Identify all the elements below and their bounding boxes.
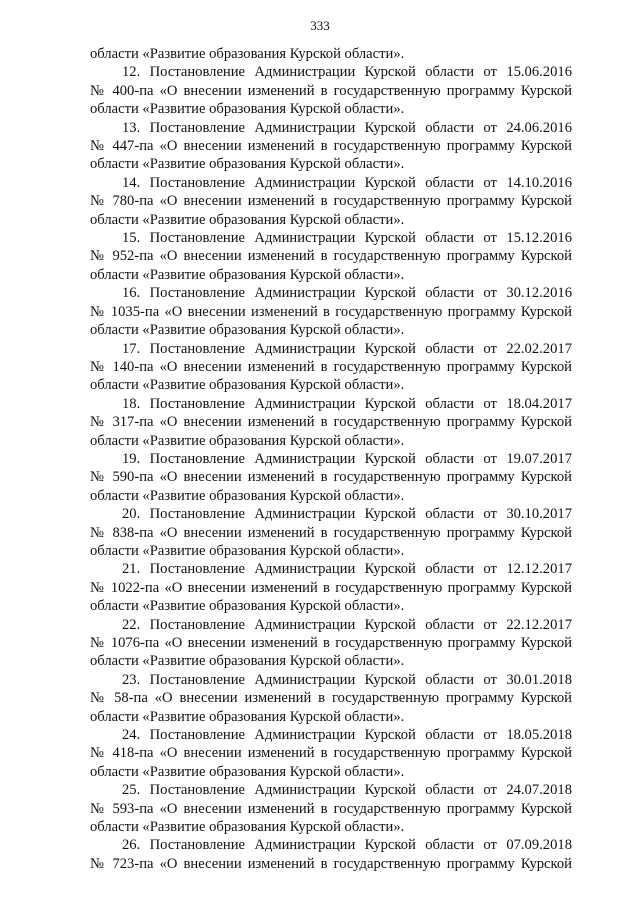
list-item-mid: № 447-па «О внесении изменений в государственную программу Курской (90, 138, 572, 155)
list-item-19 (90, 450, 572, 505)
list-item-mid: № 723-па «О внесении изменений в государственную программу Курской (90, 855, 572, 872)
list-item-16 (90, 284, 572, 339)
list-item-13 (90, 119, 572, 174)
list-item-21 (90, 560, 572, 615)
list-item-12 (90, 63, 572, 118)
list-item-tail: области «Развитие образования Курской области». (90, 542, 405, 559)
page-number: 333 (310, 18, 330, 33)
list-item-15 (90, 229, 572, 284)
list-item-mid: № 140-па «О внесении изменений в государственную программу Курской (90, 358, 572, 375)
list-item-mid: № 952-па «О внесении изменений в государственную программу Курской (90, 248, 572, 265)
list-item-tail: области «Развитие образования Курской области». (90, 322, 405, 339)
list-item-mid: № 58-па «О внесении изменений в государственную программу Курской (90, 690, 572, 707)
list-item-head: 22. Постановление Администрации Курской области от 22.12.2017 (122, 616, 572, 633)
list-item-mid: № 1035-па «О внесении изменений в государственную программу Курской (90, 303, 572, 320)
list-item-mid: № 593-па «О внесении изменений в государственную программу Курской (90, 800, 572, 817)
list-item-tail: области «Развитие образования Курской области». (90, 819, 405, 836)
continuation-line: области «Развитие образования Курской области». (90, 46, 405, 62)
list-item-20 (90, 505, 572, 560)
list-item-tail: области «Развитие образования Курской области». (90, 653, 405, 670)
document-body (90, 45, 572, 873)
list-item-17 (90, 340, 572, 395)
list-item-tail: области «Развитие образования Курской области». (90, 266, 405, 283)
list-item-mid: № 780-па «О внесении изменений в государственную программу Курской (90, 193, 572, 210)
list-item-tail: области «Развитие образования Курской области». (90, 211, 405, 228)
list-item-24 (90, 726, 572, 781)
list-item-mid: № 590-па «О внесении изменений в государственную программу Курской (90, 469, 572, 486)
list-item-14 (90, 174, 572, 229)
list-item-22 (90, 616, 572, 671)
list-item-mid: № 1022-па «О внесении изменений в государственную программу Курской (90, 579, 572, 596)
list-item-mid: № 400-па «О внесении изменений в государственную программу Курской (90, 82, 572, 99)
list-item-head: 24. Постановление Администрации Курской области от 18.05.2018 (122, 727, 572, 744)
list-item-tail: области «Развитие образования Курской области». (90, 101, 405, 118)
list-item-tail: области «Развитие образования Курской области». (90, 708, 405, 725)
list-item-head: 20. Постановление Администрации Курской области от 30.10.2017 (122, 506, 572, 523)
list-item-25 (90, 781, 572, 836)
list-item-head: 23. Постановление Администрации Курской области от 30.01.2018 (122, 671, 572, 688)
list-item-tail: области «Развитие образования Курской области». (90, 763, 405, 780)
list-item-head: 25. Постановление Администрации Курской области от 24.07.2018 (122, 782, 572, 799)
list-item-head: 19. Постановление Администрации Курской области от 19.07.2017 (122, 450, 572, 467)
list-item-head: 14. Постановление Администрации Курской области от 14.10.2016 (122, 174, 572, 191)
list-item-tail: области «Развитие образования Курской области». (90, 377, 405, 394)
list-item-head: 15. Постановление Администрации Курской области от 15.12.2016 (122, 230, 572, 247)
list-item-head: 26. Постановление Администрации Курской области от 07.09.2018 (122, 837, 572, 854)
list-item-head: 17. Постановление Администрации Курской области от 22.02.2017 (122, 340, 572, 357)
list-item-18 (90, 395, 572, 450)
list-item-head: 18. Постановление Администрации Курской области от 18.04.2017 (122, 395, 572, 412)
continuation-paragraph (90, 45, 572, 63)
list-item-26 (90, 836, 572, 873)
list-item-tail: области «Развитие образования Курской области». (90, 598, 405, 615)
list-item-head: 13. Постановление Администрации Курской области от 24.06.2016 (122, 119, 572, 136)
list-item-head: 12. Постановление Администрации Курской области от 15.06.2016 (122, 64, 572, 81)
list-item-head: 16. Постановление Администрации Курской области от 30.12.2016 (122, 285, 572, 302)
list-item-mid: № 317-па «О внесении изменений в государственную программу Курской (90, 414, 572, 431)
list-item-tail: области «Развитие образования Курской области». (90, 156, 405, 173)
list-item-23 (90, 671, 572, 726)
list-item-head: 21. Постановление Администрации Курской области от 12.12.2017 (122, 561, 572, 578)
list-item-mid: № 838-па «О внесении изменений в государственную программу Курской (90, 524, 572, 541)
list-item-mid: № 418-па «О внесении изменений в государственную программу Курской (90, 745, 572, 762)
list-item-tail: области «Развитие образования Курской области». (90, 487, 405, 504)
list-item-mid: № 1076-па «О внесении изменений в государственную программу Курской (90, 635, 572, 651)
list-item-tail: области «Развитие образования Курской области». (90, 432, 405, 449)
